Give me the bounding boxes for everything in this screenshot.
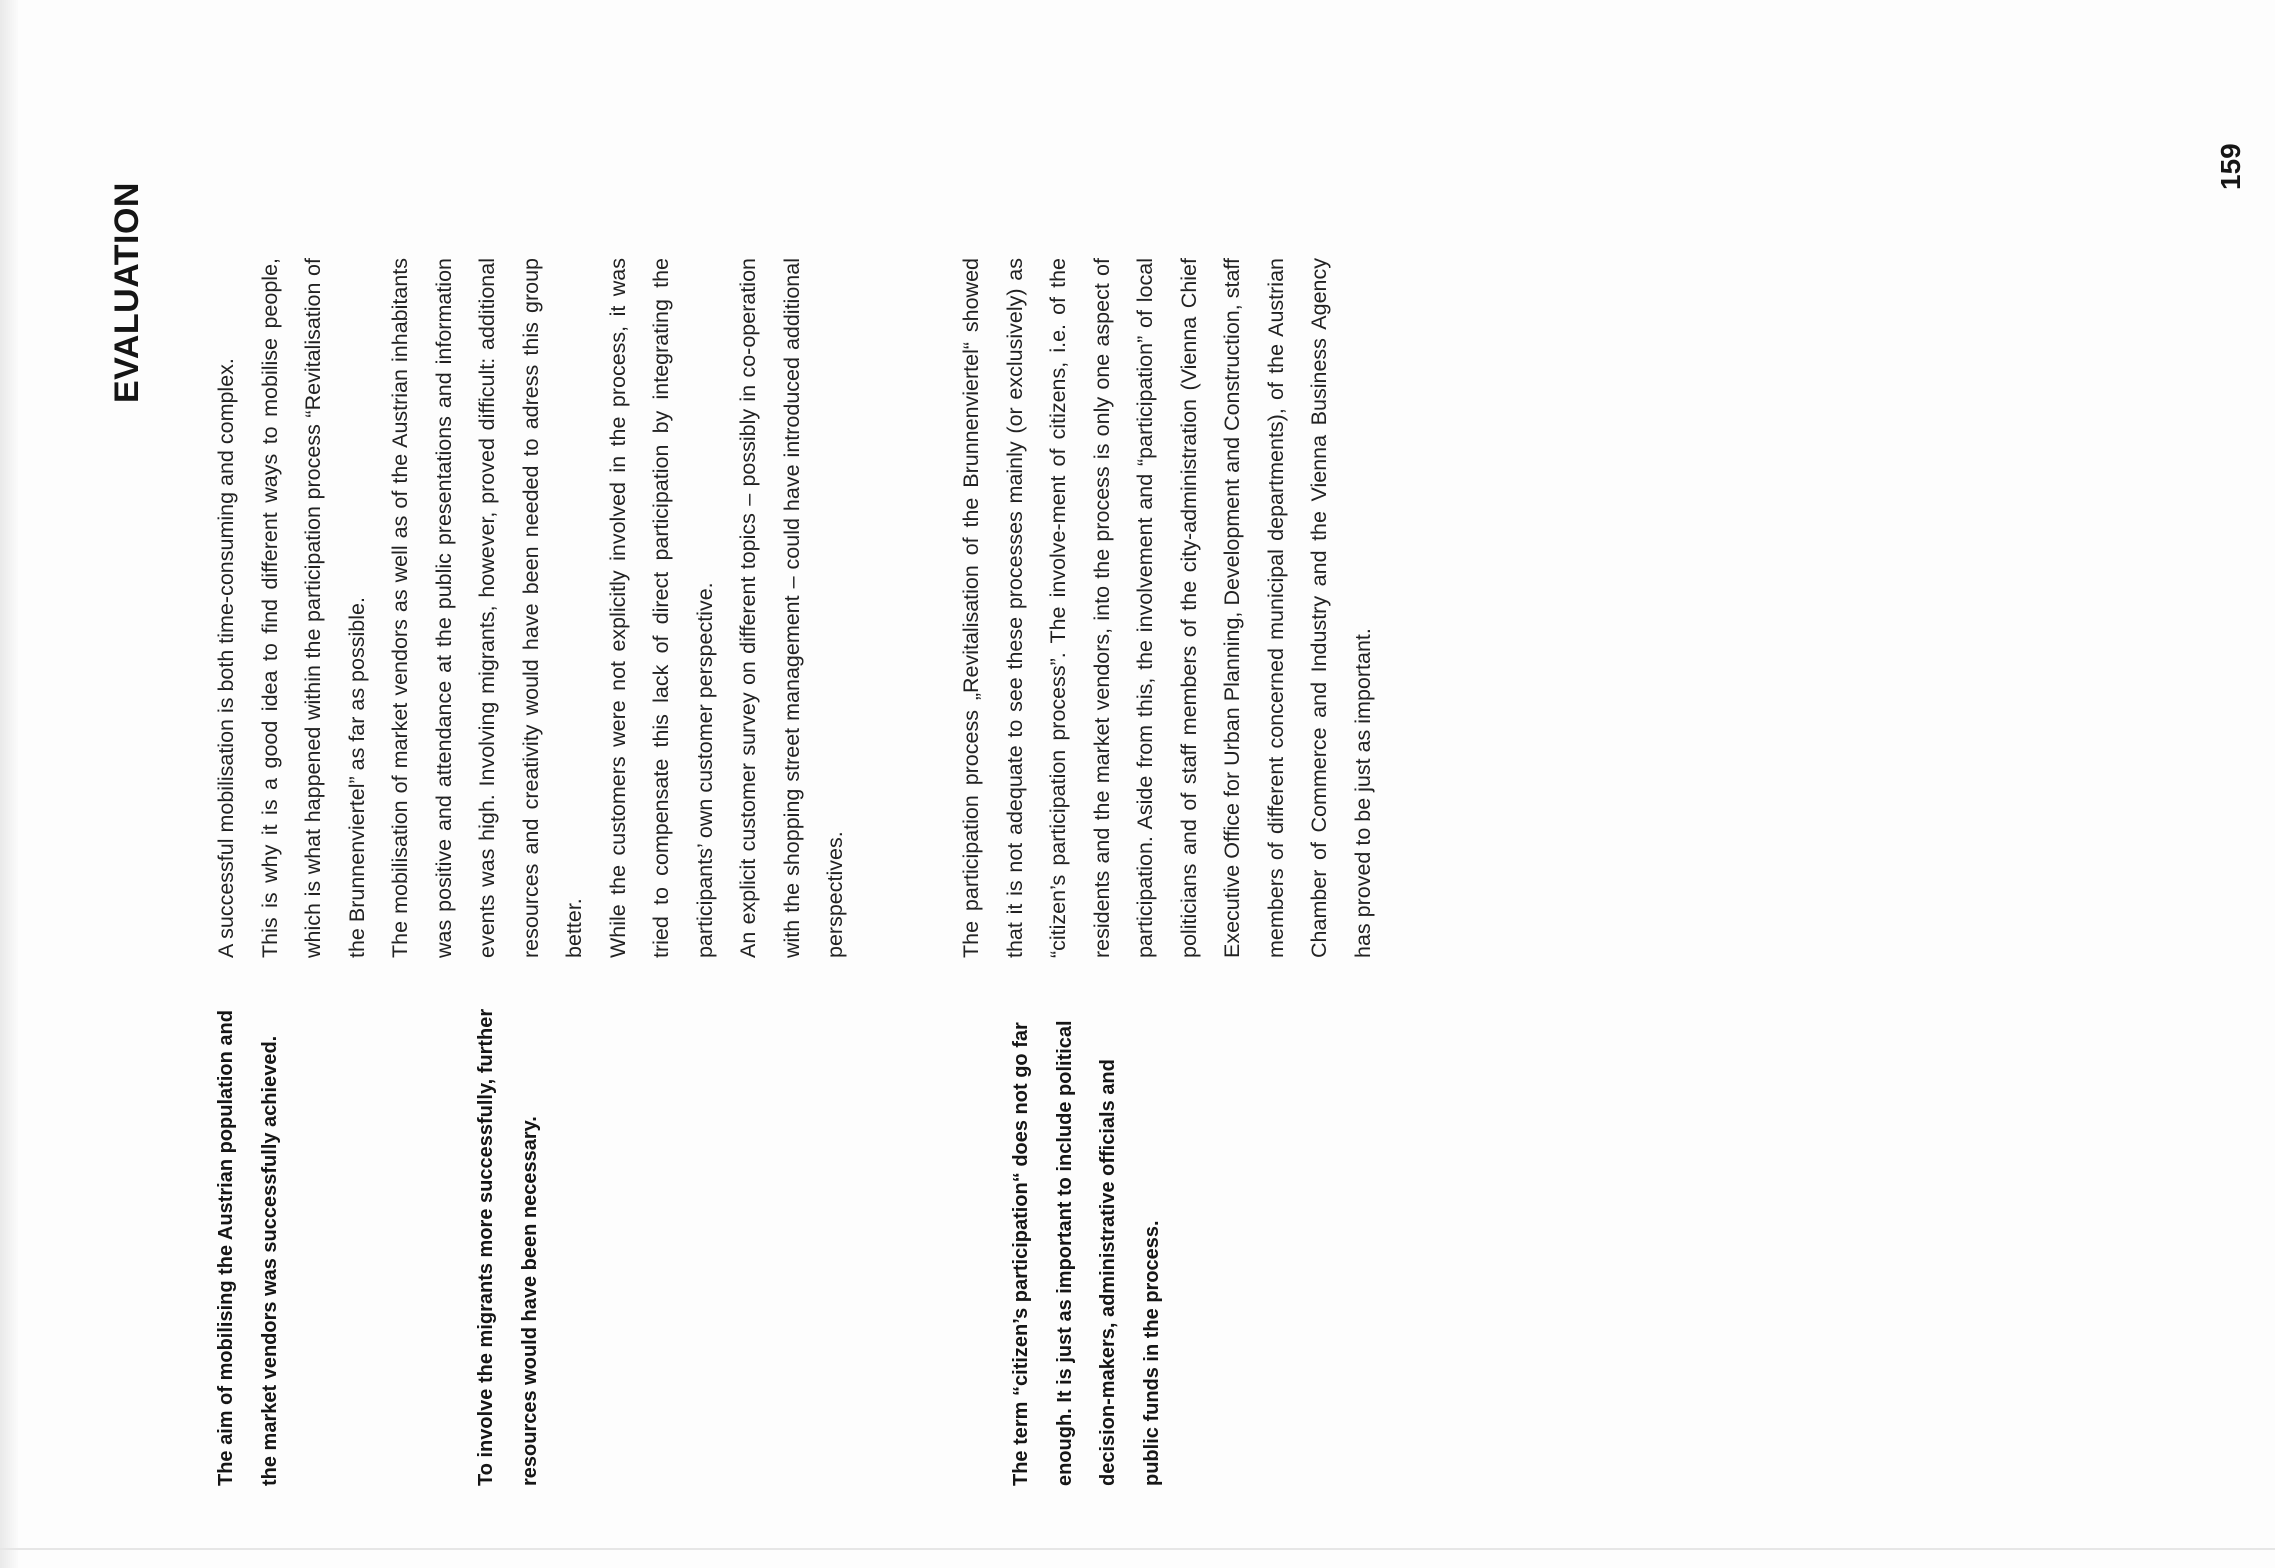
body-sentence: This is why it is a good idea to find different ways to mobilise people, which is what happened within the participation process “Revitalisation of the Brunnenviertel” as far as possible. xyxy=(257,258,369,958)
body-paragraph-participation xyxy=(950,258,1385,958)
body-sentence: An explicit customer survey on different topics – possibly in co-operation with the shopping street management – could have introduced additional perspectives. xyxy=(736,258,847,958)
body-sentence: A successful mobilisation is both time-consuming and complex. xyxy=(214,358,238,958)
body-sentence: The participation process „Revitalisation of the Brunnenviertel“ showed that it is not adequate to see these processes mainly (or exclusively) as “citizen’s participation process”. The involve-ment of citizens, i.e. of the residents and the market vendors, into the process is only one aspect of participation. Aside from this, the involvement and “participation” of local politicians and of staff members of the city-administration (Vienna Chief Executive Office for Urban Planning, Development and Construction, staff members of different concerned municipal departments), of the Austrian Chamber of Commerce and Industry and the Vienna Business Agency has proved to be just as important. xyxy=(959,258,1375,958)
sidenote-mobilisation: The aim of mobilising the Austrian population and the market vendors was successfully achieved. xyxy=(215,1010,281,1486)
page-number: 159 xyxy=(2215,143,2246,190)
page-bottom-edge xyxy=(0,1548,2275,1550)
body-paragraph-mobilisation xyxy=(205,258,858,958)
body-sentence: The mobilisation of market vendors as well as of the Austrian inhabitants was positive and attendance at the public presentations and information events was high. Involving migrants, however, proved difficult: additional resources and creativity would have been needed to adress this group better. xyxy=(388,258,586,958)
sidenote-migrants: To involve the migrants more successfully, further resources would have been necessary. xyxy=(475,1008,541,1486)
sidenote-citizens-participation: The term “citizen’s participation“ does not go far enough. It is just as important to include political decision-makers, administrative officials and public funds in the process. xyxy=(1010,1020,1163,1486)
page-edge-shadow xyxy=(0,0,18,1568)
page-title: EVALUATION xyxy=(108,182,146,403)
body-sentence: While the customers were not explicitly involved in the process, it was tried to compensate this lack of direct participation by integrating the participants’ own customer perspective. xyxy=(605,258,717,958)
